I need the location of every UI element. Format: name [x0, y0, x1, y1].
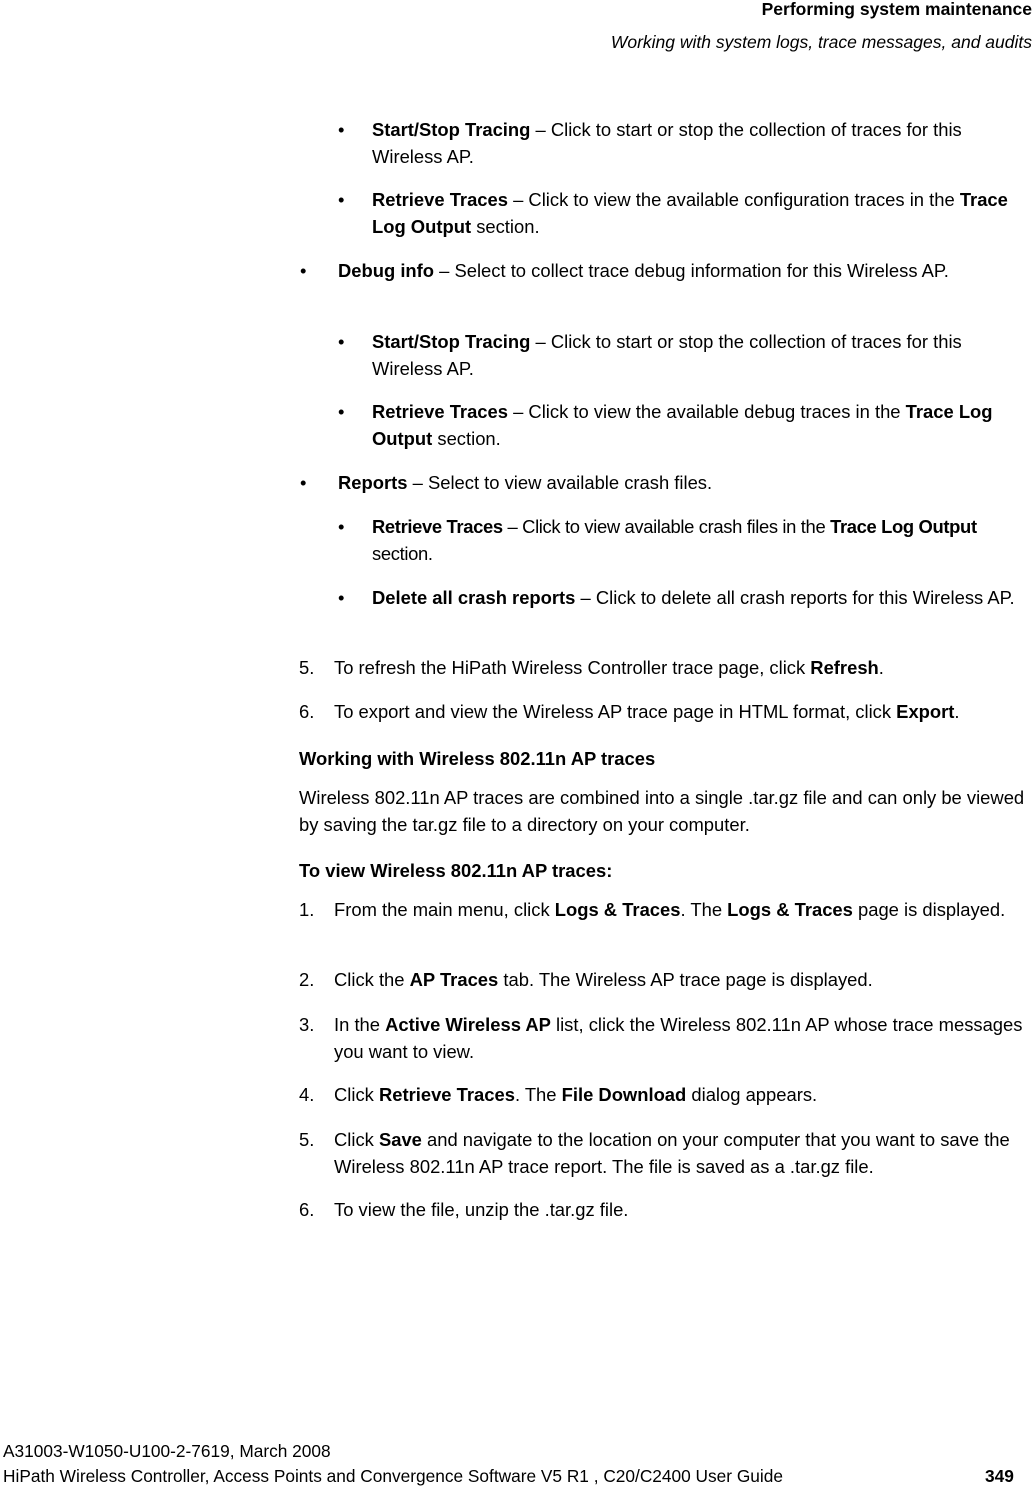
description: – Select to collect trace debug information for this Wireless AP. — [434, 260, 949, 281]
term: Retrieve Traces — [372, 189, 508, 210]
description: section. — [471, 216, 540, 237]
step-number: 6. — [299, 1199, 315, 1220]
description: – Click to view available crash files in the — [502, 516, 831, 537]
term: Debug info — [338, 260, 435, 281]
header-title: Performing system maintenance — [761, 0, 1032, 19]
step-number: 6. — [299, 701, 315, 722]
step-text: . — [878, 657, 884, 678]
description: – Click to view the available configuration traces in the — [507, 189, 960, 210]
step-number: 1. — [299, 899, 315, 920]
list-item — [338, 116, 1032, 170]
step-text: To export and view the Wireless AP trace page in HTML format, click — [334, 701, 897, 722]
list-item — [338, 186, 1032, 240]
list-item — [338, 328, 1032, 382]
bullet-marker: • — [338, 331, 345, 352]
bullet-marker: • — [338, 401, 345, 422]
bullet-marker: • — [338, 119, 345, 140]
bullet-marker: • — [338, 587, 345, 608]
bullet-marker: • — [338, 189, 345, 210]
term: Start/Stop Tracing — [372, 119, 531, 140]
page-number: 349 — [985, 1466, 1014, 1486]
term: Trace Log Output — [830, 516, 977, 537]
term: Trace Log Output — [372, 189, 1008, 237]
step-text: To refresh the HiPath Wireless Controller trace page, click — [334, 657, 811, 678]
step-number: 5. — [299, 1129, 315, 1150]
term: Retrieve Traces — [372, 516, 503, 537]
step-number: 5. — [299, 657, 315, 678]
description: – Click to start or stop the collection of traces for this Wireless AP. — [372, 331, 962, 379]
term: Trace Log Output — [372, 401, 993, 449]
term: Reports — [338, 472, 408, 493]
description: – Select to view available crash files. — [407, 472, 713, 493]
procedure-heading: To view Wireless 802.11n AP traces: — [299, 860, 613, 881]
list-item — [338, 398, 1032, 452]
term: Delete all crash reports — [372, 587, 576, 608]
footer-doc-id: A31003-W1050-U100-2-7619, March 2008 — [3, 1441, 331, 1461]
description: – Click to delete all crash reports for this Wireless AP. — [575, 587, 1015, 608]
step-term: Refresh — [810, 657, 879, 678]
step-number: 4. — [299, 1084, 315, 1105]
description: – Click to view the available debug traces in the — [507, 401, 906, 422]
bullet-marker: • — [300, 472, 307, 493]
step-number: 3. — [299, 1014, 315, 1035]
section-heading: Working with Wireless 802.11n AP traces — [299, 748, 656, 769]
description: section. — [372, 543, 433, 564]
step-term: Export — [896, 701, 955, 722]
footer-guide-title: HiPath Wireless Controller, Access Points and Convergence Software V5 R1 , C20/C2400 User Guide — [3, 1466, 783, 1486]
header-subtitle: Working with system logs, trace messages, and audits — [610, 32, 1032, 52]
bullet-marker: • — [338, 516, 345, 537]
term: Start/Stop Tracing — [372, 331, 531, 352]
list-item — [338, 584, 1032, 611]
bullet-marker: • — [300, 260, 307, 281]
list-item — [338, 513, 1032, 567]
list-item — [300, 257, 1032, 284]
section-paragraph: Wireless 802.11n AP traces are combined into a single .tar.gz file and can only be viewed by saving the tar.gz file to a directory on your computer. — [299, 787, 1025, 835]
description: – Click to start or stop the collection of traces for this Wireless AP. — [372, 119, 962, 167]
step-number: 2. — [299, 969, 315, 990]
step-text: . — [954, 701, 960, 722]
list-item — [300, 469, 1032, 496]
term: Retrieve Traces — [372, 401, 508, 422]
description: section. — [432, 428, 501, 449]
